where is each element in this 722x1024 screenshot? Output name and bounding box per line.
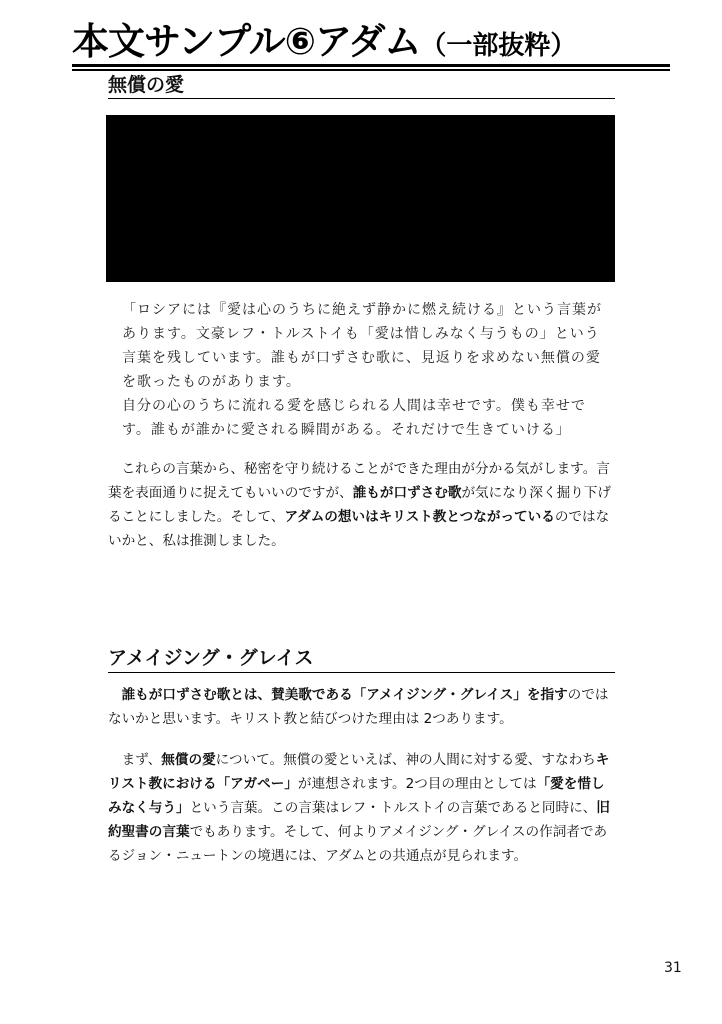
page-title-sub: （一部抜粋） <box>420 31 577 61</box>
bold-text: 「愛を惜しみなく与う」 <box>108 776 605 816</box>
title-rule-bottom <box>72 69 670 71</box>
bold-text: キリスト教における「アガペー」 <box>108 752 610 792</box>
text-run: が連想されます。2つ目の理由としては <box>297 776 537 792</box>
text-run: が気になり深く掘り下げることにしました。そして、 <box>108 485 611 525</box>
text-run: でもあります。そして、何よりアメイジング・グレイスの作詞者であるジョン・ニュートンの境遇には、アダムとの共通点が見られます。 <box>108 824 608 864</box>
body-paragraph <box>108 683 616 731</box>
text-run: これらの言葉から、秘密を守り続けることができた理由が分かる気がします。言葉を表面通りに捉えてもいいのですが、 <box>108 461 610 501</box>
bold-text: 誰もが口ずさむ歌とは、賛美歌である「アメイジング・グレイス」を指す <box>121 687 568 703</box>
quote-text: 「ロシアには『愛は心のうちに絶えず静かに燃え続ける』という言葉があります。文豪レフ・トルストイも「愛は惜しみなく与うもの」という言葉を残しています。誰もが口ずさむ歌に、見返りを求めない無償の愛を歌ったものがあります。 自分の心のうちに流れる愛を感じられる人間は幸せです。僕も幸せです。誰もが誰かに愛される瞬間がある。それだけで生きていける」 <box>122 302 602 438</box>
bold-text: 無償の愛 <box>161 752 216 768</box>
section-heading-mushou-no-ai: 無償の愛 <box>108 74 185 96</box>
page-number: 31 <box>664 960 682 976</box>
page-title-main: 本文サンプル⑥アダム <box>72 20 421 63</box>
redacted-image <box>106 115 615 282</box>
page-title <box>72 20 672 68</box>
section-heading-amazing-grace: アメイジング・グレイス <box>108 647 314 669</box>
title-rule-top <box>72 64 670 67</box>
bold-text: 旧約聖書の言葉 <box>108 800 610 840</box>
section-divider <box>108 672 615 673</box>
body-paragraph <box>108 457 616 553</box>
section-divider <box>108 98 615 99</box>
text-run: まず、 <box>121 752 162 768</box>
text-run: について。無償の愛といえば、神の人間に対する愛、すなわち <box>215 752 596 768</box>
text-run: のではないかと、私は推測しました。 <box>108 509 610 549</box>
text-run: のではないかと思います。キリスト教と結びつけた理由は 2つあります。 <box>108 687 609 727</box>
body-paragraph <box>108 748 616 868</box>
quote-block <box>122 298 608 442</box>
text-run: という言葉。この言葉はレフ・トルストイの言葉であると同時に、 <box>189 800 597 816</box>
bold-text: アダムの想いはキリスト教とつながっている <box>284 509 555 525</box>
bold-text: 誰もが口ずさむ歌 <box>352 485 462 501</box>
